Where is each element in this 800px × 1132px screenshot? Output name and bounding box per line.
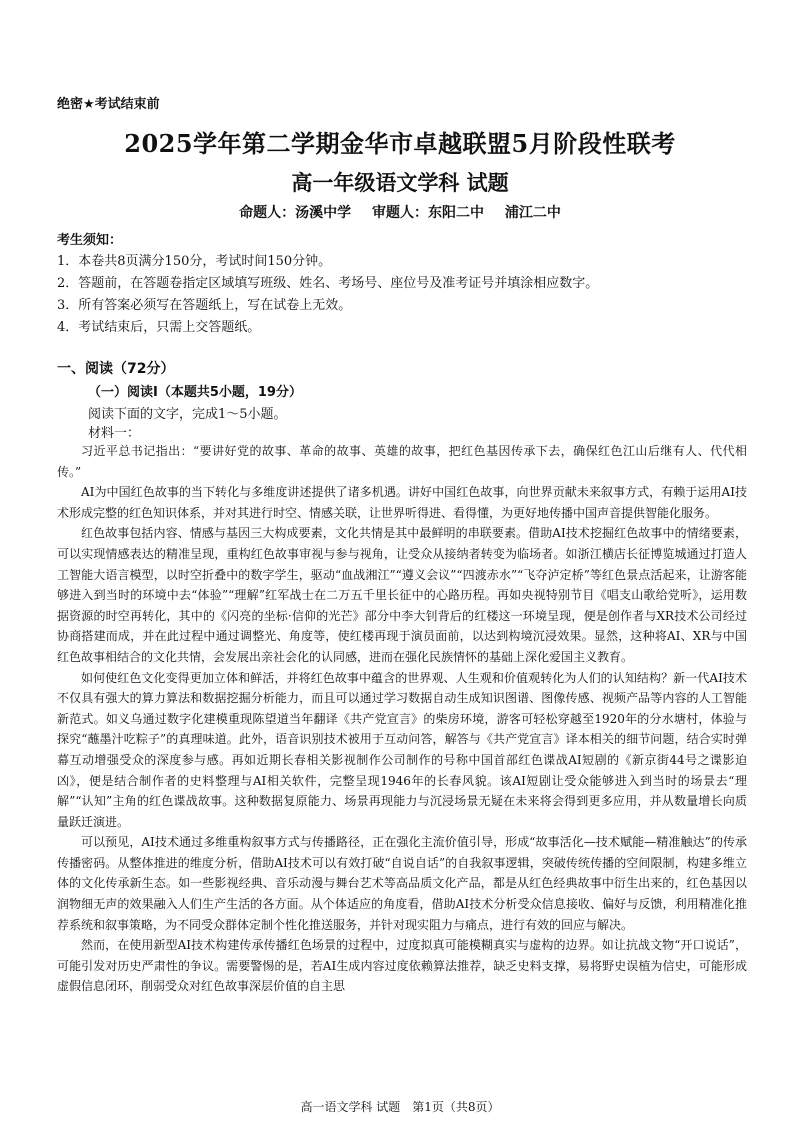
setter-line [0, 202, 800, 222]
page-footer: 高一语文学科 试题 第1页（共8页） [300, 1100, 500, 1114]
exam-subtitle: 高一年级语文学科 试题 [291, 170, 509, 195]
paragraph: 红色故事包括内容、情感与基因三大构成要素，文化共情是其中最鲜明的串联要素。借助AI技术挖掘红色故事中的情绪要素，可以实现情感表达的精准呈现，重构红色故事审视与参与视角，让受众从接纳者转变为临场者。如浙江横店长征博览城通过打造人工智能大语言模型，以时空折叠中的数字学生，驱动“血战湘江”“遵义会议”“四渡赤水”“飞夺泸定桥”等红色景点活起来，让游客能够进入到当时的环境中去“体验”“理解”红军战士在二万五千里长征中的心路历程。再如央视特别节目《唱支山歌给党听》，运用数据资源的时空再转化，其中的《闪亮的坐标·信仰的光芒》部分中李大钊背后的红楼这一环境呈现，便是创作者与XR技术公司经过协商搭建而成，并在此过程中通过调整光、角度等，使红楼再现于演员面前，以达到构境沉浸效果。显然，这种将AI、XR与中国红色故事相结合的文化共情，会发展出亲社会化的认同感，进而在强化民族情怀的基础上深化爱国主义教育。 [57, 526, 747, 664]
paragraph: 可以预见，AI技术通过多维重构叙事方式与传播路径，正在强化主流价值引导，形成“故事活化—技术赋能—精准触达”的传承传播密码。从整体推进的维度分析，借助AI技术可以有效打破“自说自话”的自我叙事逻辑，突破传统传播的空间限制，构建多维立体的文化传承新生态。如一些影视经典、音乐动漫与舞台艺术等高品质文化产品，都是从红色经典故事中衍生出来的，红色基因以润物细无声的效果融入人们生产生活的各方面。从个体适应的角度看，借助AI技术分析受众信息接收、偏好与反馈，利用精准化推荐系统和叙事策略，为不同受众群体定制个性化推送服务，并针对现实阻力与痛点，进行有效的回应与解决。 [57, 835, 747, 932]
confidential-label: 绝密★考试结束前 [57, 97, 160, 112]
notice-heading: 考生须知： [57, 233, 123, 248]
reviewer-name-2: 浦江二中 [504, 205, 561, 221]
exam-title: 2025学年第二学期金华市卓越联盟5月阶段性联考 [124, 129, 676, 158]
notice-item: 3．所有答案必须写在答题纸上，写在试卷上无效。 [57, 298, 352, 313]
subsection-heading: （一）阅读Ⅰ（本题共5小题，19分） [88, 385, 302, 400]
notice-item: 2．答题前，在答题卷指定区域填写班级、姓名、考场号、座位号及准考证号并填涂相应数字。 [57, 276, 599, 291]
paragraph: 如何使红色文化变得更加立体和鲜活，并将红色故事中蕴含的世界观、人生观和价值观转化为人们的认知结构？新一代AI技术不仅具有强大的算力算法和数据挖掘分析能力，而且可以通过学习数据自动生成知识图谱、图像传感、视频产品等内容的人工智能新范式。如义乌通过数字化建模重现陈望道当年翻译《共产党宣言》的柴房环境，游客可轻松穿越至1920年的分水塘村，体验与探究“蘸墨汁吃粽子”的真理味道。此外，语音识别技术被用于互动问答，解答与《共产党宣言》译本相关的细节问题，结合实时弹幕互动增强受众的深度参与感。再如近期长春相关影视制作公司制作的号称中国首部红色谍战AI短剧的《新京街44号之谍影迫凶》，便是结合制作者的史料整理与AI相关软件，完整呈现1946年的长春风貌。该AI短剧让受众能够进入到当时的场景去“理解”“认知”主角的红色谍战故事。这种数据复原能力、场景再现能力与沉浸场景无疑在未来将会得到更多应用，并从数量增长向质量跃迁演进。 [57, 670, 747, 829]
paragraph: AI为中国红色故事的当下转化与多维度讲述提供了诸多机遇。讲好中国红色故事，向世界贡献未来叙事方式，有赖于运用AI技术形成完整的红色知识体系，并对其进行时空、情感关联，让世界听得进、看得懂，为更好地传播中国声音提供智能化服务。 [57, 485, 747, 520]
paragraph: 习近平总书记指出：“要讲好党的故事、革命的故事、英雄的故事，把红色基因传承下去，确保红色江山后继有人、代代相传。” [57, 444, 747, 479]
reading-instruction: 阅读下面的文字，完成1～5小题。 [88, 407, 287, 422]
notice-item: 1．本卷共8页满分150分，考试时间150分钟。 [57, 254, 332, 269]
reviewer-name: 审题人：东阳二中 [372, 205, 484, 221]
section-heading: 一、阅读（72分） [57, 361, 175, 377]
paragraph: 然而，在使用新型AI技术构建传承传播红色场景的过程中，过度拟真可能模糊真实与虚构的边界。如让抗战文物“开口说话”，可能引发对历史严肃性的争议。需要警惕的是，若AI生成内容过度依赖算法推荐，缺乏史料支撑，易将野史误植为信史，可能形成虚假信息闭环，削弱受众对红色故事深层价值的自主思 [57, 938, 747, 994]
material-body [57, 441, 747, 997]
setter-name: 命题人：汤溪中学 [239, 205, 352, 221]
material-label: 材料一： [88, 426, 141, 441]
notice-list [57, 251, 757, 339]
notice-item: 4．考试结束后，只需上交答题纸。 [57, 320, 261, 335]
